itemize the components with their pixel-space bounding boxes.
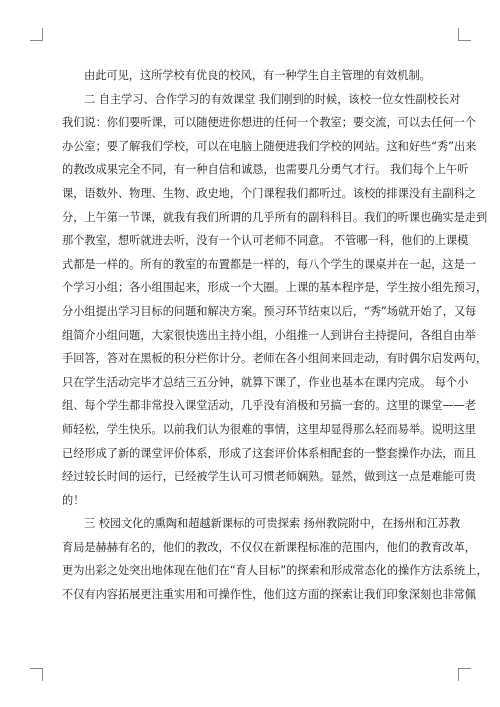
text-line: 手回答，答对在黑板的积分栏你计分。老师在各小组间来回走动，有时偶尔启发两句， (62, 352, 488, 366)
text-line: 我们说：你们要听课，可以随便进你想进的任何一个教室；要交流，可以去任何一个 (62, 116, 476, 130)
text-line: 已经形成了新的课堂评价体系，形成了这套评价体系相配套的一整套操作办法，而且 (62, 446, 476, 460)
crop-mark-top-right (458, 28, 471, 41)
section-heading-line: 三 校园文化的熏陶和超越新课标的可贵探索 扬州教院附中，在扬州和江苏教 (84, 517, 461, 531)
text-line: 办公室；要了解我们学校，可以在电脑上随便进我们学校的网站。这和好些“秀”出来 (62, 139, 477, 153)
text-line: 不仅有内容拓展更注重实用和可操作性，他们这方面的探索让我们印象深刻也非常佩 (62, 588, 476, 602)
text-line: 由此可见，这所学校有优良的校风，有一种学生自主管理的有效机制。 (84, 69, 431, 82)
body-text (62, 64, 488, 607)
text-line: 组简介小组问题，大家很快选出主持小组，小组推一人到讲台主持提问，各组自由举 (62, 328, 476, 342)
text-line: 组、每个学生都非常投入课堂活动，几乎没有消极和另搞一套的。这里的课堂——老 (62, 399, 476, 413)
text-line: 分小组提出学习目标的问题和解决方案。预习环节结束以后，“秀”场就开始了，又每 (62, 304, 477, 318)
text-line: 更为出彩之处突出地体现在他们在“育人目标”的探索和形成常态化的操作方法系统上， (62, 564, 488, 578)
crop-mark-bottom-left (30, 668, 43, 681)
section-heading-line: 二 自主学习、合作学习的有效课堂 我们刚到的时候，该校一位女性副校长对 (84, 92, 461, 106)
text-line: 经过较长时间的运行，已经被学生认可习惯老师娴熟。显然，做到这一点是难能可贵 (62, 470, 476, 484)
crop-mark-top-left (30, 28, 43, 41)
text-line: 师轻松，学生快乐。以前我们认为很难的事情，这里却显得那么轻而易举。说明这里 (62, 422, 476, 436)
text-line: 课，语数外、物理、生物、政史地，个门课程我们都听过。该校的排课没有主副科之 (62, 186, 476, 200)
text-line: 那个教室，想听就进去听，没有一个认可老师不同意。 不管哪一科，他们的上课模 (62, 234, 469, 248)
text-line: 的！ (62, 493, 85, 507)
text-line: 分，上午第一节课，就我有我们所谓的几乎所有的副科科目。我们的听课也确实是走到 (62, 210, 488, 224)
text-line: 的教改成果完全不同，有一种自信和诚恳，也需要几分勇气才行。 我们每个上午听 (62, 163, 469, 177)
text-line: 只在学生活动完毕才总结三五分钟，就算下课了，作业也基本在课内完成。 每个小 (62, 375, 469, 389)
text-line: 式都是一样的。所有的教室的布置都是一样的，每八个学生的课桌并在一起，这是一 (62, 257, 476, 271)
text-line: 育局是赫赫有名的，他们的教改，不仅仅在新课程标准的范围内，他们的教育改革， (62, 540, 476, 554)
crop-mark-bottom-right (458, 668, 471, 681)
text-line: 个学习小组；各小组围起来，形成一个大圈。上课的基本程序是，学生按小组先预习， (62, 281, 488, 295)
